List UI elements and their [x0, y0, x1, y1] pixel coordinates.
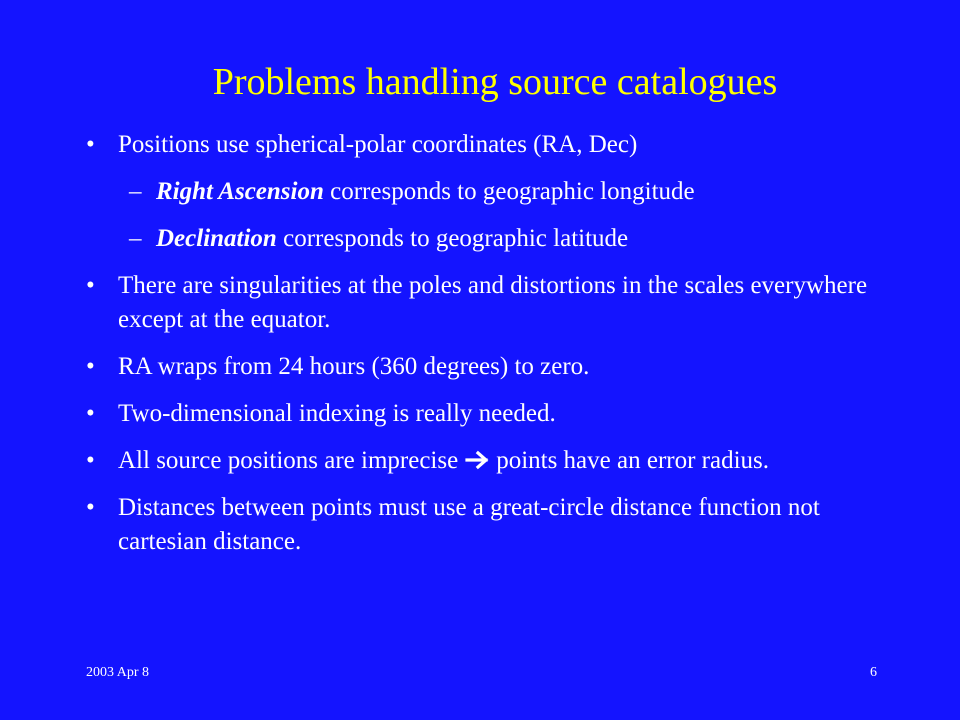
term-right-ascension: Right Ascension: [156, 178, 324, 205]
sub-bullet-marker: –: [129, 178, 142, 205]
bullet-item: [86, 128, 886, 162]
bullet-text: There are singularities at the poles and distortions in the scales everywhere except at the equator.: [118, 272, 868, 333]
footer-date: 2003 Apr 8: [86, 665, 149, 680]
bullet-item: [86, 491, 886, 559]
bullet-item: [86, 397, 886, 431]
bullet-marker: •: [86, 131, 95, 158]
bullet-marker: •: [86, 447, 95, 474]
sub-bullet-item: [86, 175, 886, 209]
page-number: 6: [870, 665, 877, 680]
term-declination: Declination: [156, 225, 277, 252]
sub-bullet-text: corresponds to geographic longitude: [323, 178, 695, 205]
bullet-text: Two-dimensional indexing is really needed.: [118, 400, 556, 427]
bullet-item: [86, 444, 886, 478]
bullet-marker: •: [86, 353, 95, 380]
sub-bullet-item: [86, 222, 886, 256]
bullet-text-after: points have an error radius.: [496, 447, 770, 474]
bullet-marker: •: [86, 494, 95, 521]
bullet-item: [86, 269, 886, 337]
bullet-text: Distances between points must use a great-circle distance function not cartesian distance.: [118, 494, 820, 555]
bullet-marker: •: [86, 272, 95, 299]
slide-title: Problems handling source catalogues: [212, 61, 778, 103]
bullet-text-before: All source positions are imprecise: [118, 447, 459, 474]
bullet-text: RA wraps from 24 hours (360 degrees) to zero.: [118, 353, 590, 380]
right-arrow-icon: [464, 450, 492, 470]
sub-bullet-marker: –: [129, 225, 142, 252]
sub-bullet-text: corresponds to geographic latitude: [276, 225, 629, 252]
bullet-marker: •: [86, 400, 95, 427]
bullet-text: Positions use spherical-polar coordinates (RA, Dec): [118, 131, 638, 158]
bullet-list: [86, 128, 886, 572]
bullet-item: [86, 350, 886, 384]
